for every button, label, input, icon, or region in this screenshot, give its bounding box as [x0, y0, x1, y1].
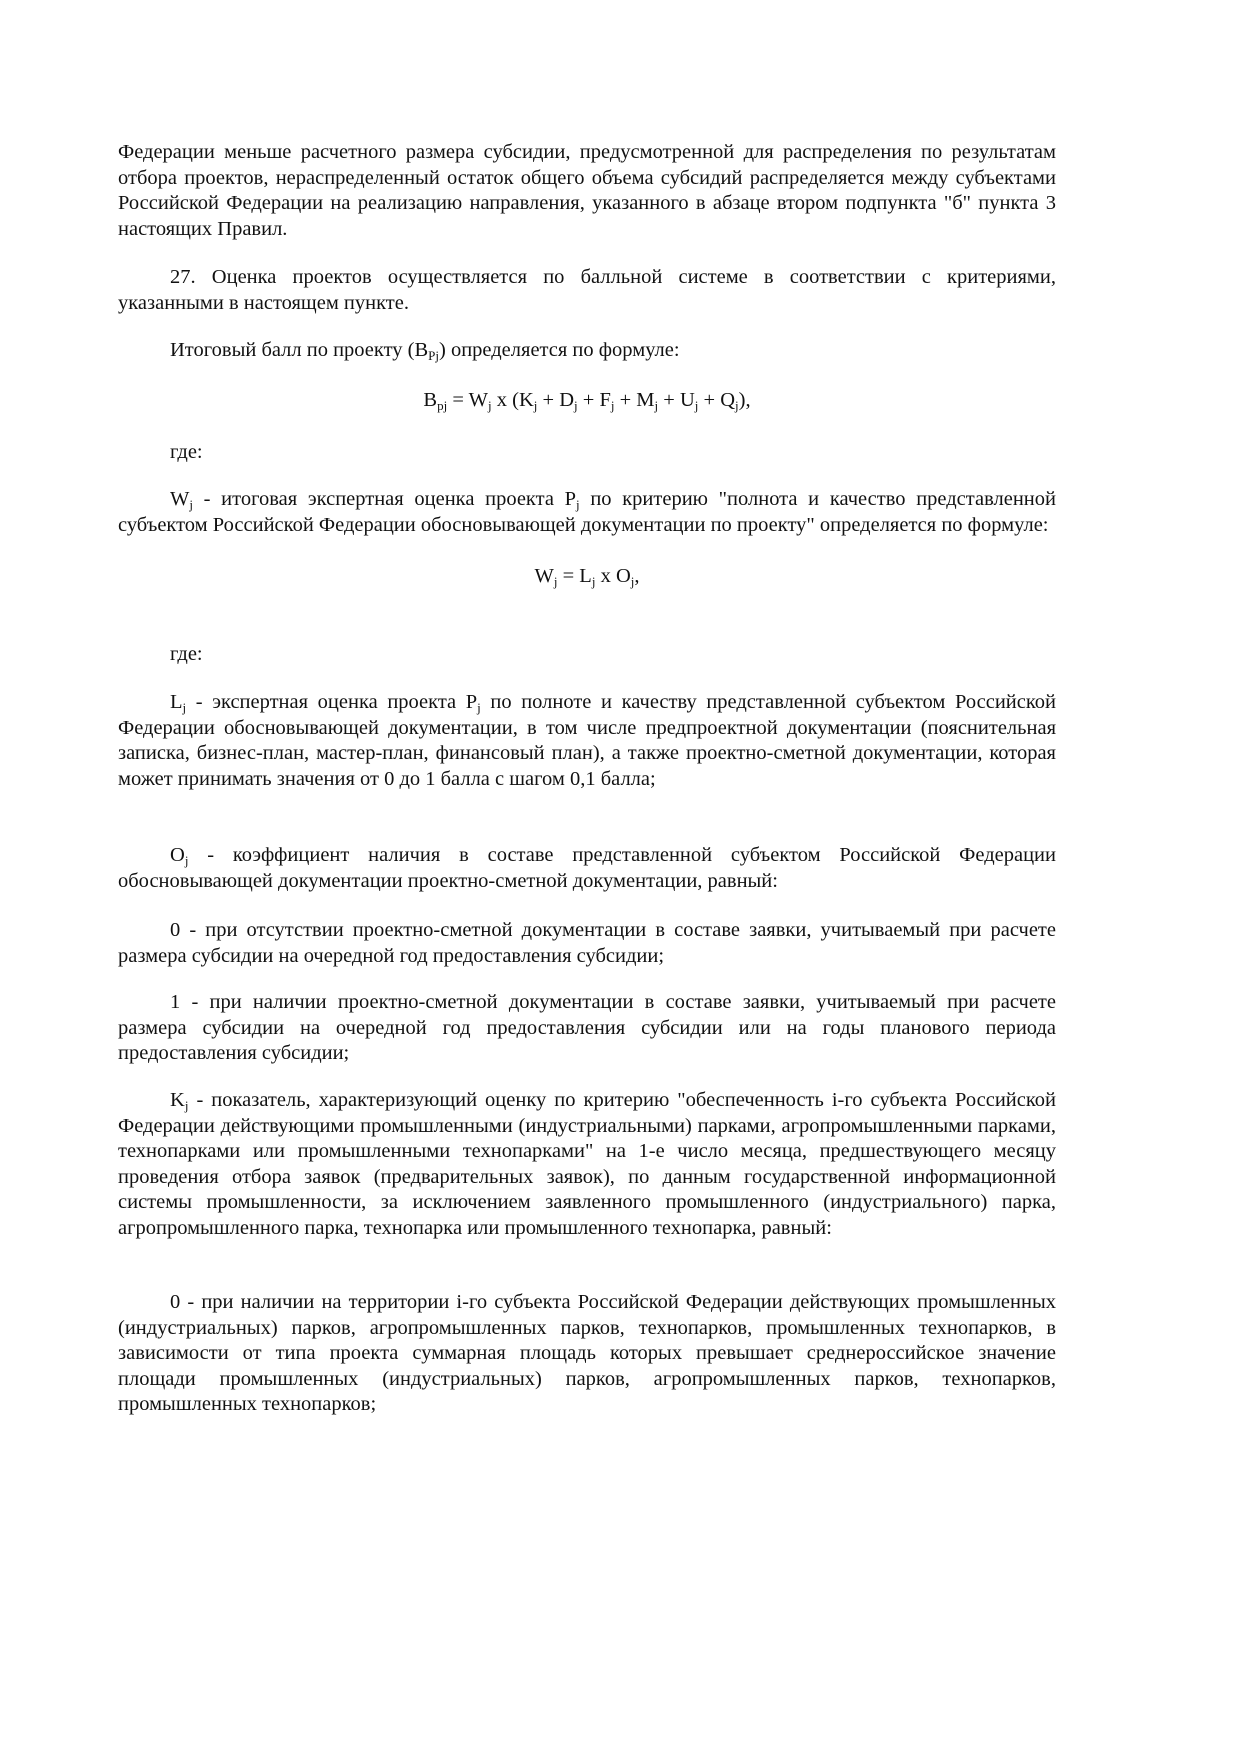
subscript: j	[182, 700, 187, 715]
text-segment: - показатель, характеризующий оценку по критерию "обеспеченность i-го субъекта Российской Федерации действующими промышленными (индустриальными) парками, агропромышленными парками, технопарками или промышленными технопарками" на 1-е число месяца, предшествующего месяцу проведения отбора заявок (предварительных заявок), по данным государственной информационной системы промышленности, за исключением заявленного промышленного (индустриального) парка, агропромышленного парка, технопарка или промышленного технопарка, равный:	[118, 1089, 1056, 1239]
text-segment: Федерации меньше расчетного размера субсидии, предусмотренной для распределения по результатам отбора проектов, нераспределенный остаток общего объема субсидий распределяется между субъектами Российской Федерации на реализацию направления, указанного в абзаце втором подпункта "б" пункта 3 настоящих Правил.	[118, 141, 1056, 240]
text-segment: 1 - при наличии проектно-сметной документации в составе заявки, учитываемый при расчете размера субсидии на очередной год предоставления субсидии или на годы планового периода предоставления субсидии;	[118, 991, 1056, 1065]
paragraph-27	[118, 265, 1056, 316]
subscript: j	[477, 700, 481, 715]
subscript: j	[189, 497, 193, 512]
text-segment: + U	[658, 389, 695, 411]
subscript: j	[574, 398, 578, 413]
text-segment: 0 - при наличии на территории i-го субъекта Российской Федерации действующих промышленных (индустриальных) парков, агропромышленных парков, технопарков, промышленных технопарков, в зависимости от типа проекта суммарная площадь которых превышает среднероссийское значение площади промышленных (индустриальных) парков, агропромышленных парков, технопарков, промышленных технопарков;	[118, 1291, 1056, 1416]
formula-wj	[118, 564, 1056, 590]
text-segment: L	[170, 691, 183, 713]
text-segment: O	[170, 844, 185, 866]
text-segment: K	[170, 1089, 185, 1111]
paragraph-where-1	[118, 440, 1056, 466]
text-segment: ,	[634, 565, 640, 587]
paragraph-remainder-distribution	[118, 140, 1056, 242]
text-segment: = W	[447, 389, 488, 411]
text-segment: по критерию "полнота и качество представленной субъектом Российской Федерации обосновывающей документации по проекту" определяется по формуле:	[118, 488, 1056, 536]
text-segment: x O	[595, 565, 631, 587]
subscript: j	[654, 398, 659, 413]
subscript: j	[553, 574, 558, 589]
paragraph-oj-0	[118, 918, 1056, 969]
paragraph-wj	[118, 487, 1056, 538]
text-segment: W	[170, 488, 190, 510]
paragraph-oj	[118, 843, 1056, 894]
subscript: j	[610, 398, 615, 413]
subscript: pj	[437, 398, 448, 413]
text-segment: B	[423, 389, 438, 411]
text-segment: ),	[738, 389, 751, 411]
subscript: j	[184, 853, 189, 868]
paragraph-kj	[118, 1088, 1056, 1242]
subscript: j	[488, 398, 492, 413]
text-segment: 27. Оценка проектов осуществляется по балльной системе в соответствии с критериями, указанными в настоящем пункте.	[118, 266, 1056, 314]
text-segment: где:	[170, 441, 203, 463]
text-segment: - итоговая экспертная оценка проекта P	[192, 488, 577, 510]
subscript: j	[735, 398, 739, 413]
text-segment: + D	[537, 389, 575, 411]
subscript: j	[184, 1098, 189, 1113]
text-segment: W	[534, 565, 554, 587]
subscript: j	[630, 574, 635, 589]
text-segment: 0 - при отсутствии проектно-сметной документации в составе заявки, учитываемый при расчете размера субсидии на очередной год предоставления субсидии;	[118, 919, 1056, 967]
subscript: j	[694, 398, 699, 413]
text-segment: = L	[557, 565, 592, 587]
subscript: j	[576, 497, 580, 512]
paragraph-kj-0	[118, 1290, 1056, 1418]
text-segment: + M	[614, 389, 655, 411]
text-segment: по полноте и качеству представленной субъектом Российской Федерации обосновывающей документации, в том числе предпроектной документации (пояснительная записка, бизнес-план, мастер-план, финансовый план), а также проектно-сметной документации, которая может принимать значения от 0 до 1 балла с шагом 0,1 балла;	[118, 691, 1056, 790]
subscript: Pj	[428, 348, 439, 363]
formula-bpj	[118, 388, 1056, 414]
subscript: j	[533, 398, 538, 413]
text-segment: - экспертная оценка проекта P	[186, 691, 478, 713]
subscript: j	[591, 574, 596, 589]
text-segment: + F	[577, 389, 611, 411]
text-segment: ) определяется по формуле:	[439, 339, 680, 361]
text-segment: x (K	[491, 389, 534, 411]
text-segment: + Q	[698, 389, 736, 411]
paragraph-oj-1	[118, 990, 1056, 1067]
paragraph-lj	[118, 690, 1056, 792]
paragraph-where-2	[118, 642, 1056, 668]
paragraph-total-score	[118, 338, 1056, 364]
text-segment: - коэффициент наличия в составе представленной субъектом Российской Федерации обосновывающей документации проектно-сметной документации, равный:	[118, 844, 1056, 892]
text-segment: где:	[170, 643, 203, 665]
text-segment: Итоговый балл по проекту (B	[170, 339, 429, 361]
